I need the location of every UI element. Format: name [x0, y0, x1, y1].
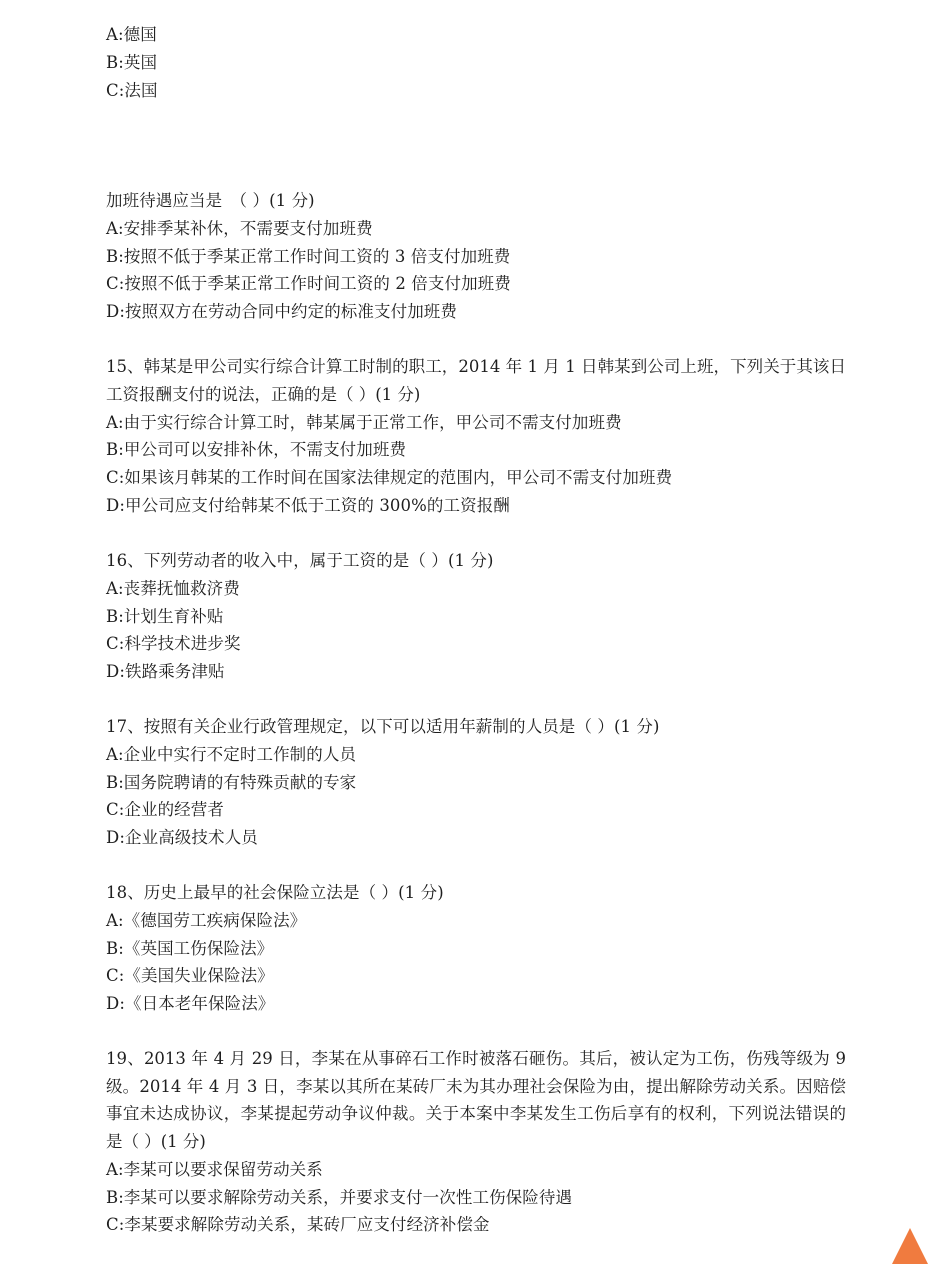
- q16-option-d: D:铁路乘务津贴: [106, 662, 225, 681]
- q19-option-b: B:李某可以要求解除劳动关系，并要求支付一次性工伤保险待遇: [106, 1188, 573, 1207]
- q19-option-c: C:李某要求解除劳动关系，某砖厂应支付经济补偿金: [106, 1215, 490, 1234]
- q19-stem: 19、2013 年 4 月 29 日，李某在从事碎石工作时被落石砸伤。其后，被认定为工伤，伤残等级为 9 级。2014 年 4 月 3 日，李某以其所在某砖厂未为其办理社会保险为由，提出解除劳动关系。因赔偿事宜未达成协议，李某提起劳动争议仲裁。关于本案中李某发生工伤后享有的权利，下列说法错误的是（ ）(1 分): [106, 1049, 846, 1152]
- q13-option-b: B:英国: [106, 53, 158, 72]
- q14-option-c: C:按照不低于季某正常工作时间工资的 2 倍支付加班费: [106, 274, 511, 293]
- q16-option-a: A:丧葬抚恤救济费: [106, 579, 240, 598]
- q14-option-b: B:按照不低于季某正常工作时间工资的 3 倍支付加班费: [106, 247, 511, 266]
- q14-stem: 加班待遇应当是 （ ）(1 分): [106, 191, 315, 210]
- q13-option-a: A:德国: [106, 25, 157, 44]
- q17-option-a: A:企业中实行不定时工作制的人员: [106, 745, 357, 764]
- q14-option-d: D:按照双方在劳动合同中约定的标准支付加班费: [106, 302, 457, 321]
- q18-option-d: D:《日本老年保险法》: [106, 994, 275, 1013]
- q18-stem: 18、历史上最早的社会保险立法是（ ）(1 分): [106, 883, 444, 902]
- q18-option-a: A:《德国劳工疾病保险法》: [106, 911, 307, 930]
- q16-option-c: C:科学技术进步奖: [106, 634, 241, 653]
- q14-option-a: A:安排季某补休，不需要支付加班费: [106, 219, 373, 238]
- q18-option-c: C:《美国失业保险法》: [106, 966, 274, 985]
- q17-option-d: D:企业高级技术人员: [106, 828, 258, 847]
- q15-stem: 15、韩某是甲公司实行综合计算工时制的职工，2014 年 1 月 1 日韩某到公司上班，下列关于其该日工资报酬支付的说法，正确的是（ ）(1 分): [106, 357, 846, 404]
- q15-option-a: A:由于实行综合计算工时，韩某属于正常工作，甲公司不需支付加班费: [106, 413, 622, 432]
- q15-option-d: D:甲公司应支付给韩某不低于工资的 300%的工资报酬: [106, 496, 510, 515]
- q17-stem: 17、按照有关企业行政管理规定，以下可以适用年薪制的人员是（ ）(1 分): [106, 717, 660, 736]
- q15-option-c: C:如果该月韩某的工作时间在国家法律规定的范围内，甲公司不需支付加班费: [106, 468, 673, 487]
- q16-option-b: B:计划生育补贴: [106, 607, 224, 626]
- q17-option-c: C:企业的经营者: [106, 800, 224, 819]
- q19-option-a: A:李某可以要求保留劳动关系: [106, 1160, 323, 1179]
- q17-option-b: B:国务院聘请的有特殊贡献的专家: [106, 773, 357, 792]
- up-triangle-icon[interactable]: [892, 1228, 928, 1264]
- q16-stem: 16、下列劳动者的收入中，属于工资的是（ ）(1 分): [106, 551, 494, 570]
- q13-option-c: C:法国: [106, 81, 158, 100]
- q15-option-b: B:甲公司可以安排补休，不需支付加班费: [106, 440, 407, 459]
- q18-option-b: B:《英国工伤保险法》: [106, 939, 274, 958]
